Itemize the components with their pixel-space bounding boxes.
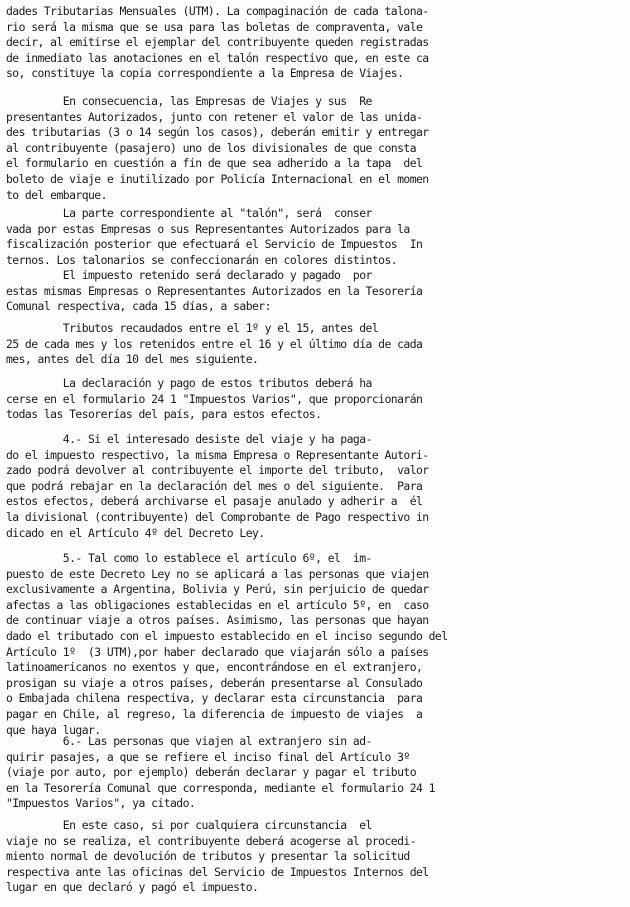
text-line: el formulario en cuestión a fin de que sea adherido a la tapa del xyxy=(6,156,423,171)
text-line: presentantes Autorizados, junto con retener el valor de las unida- xyxy=(6,109,423,124)
text-line: dades Tributarias Mensuales (UTM). La compaginación de cada talona- xyxy=(6,4,429,18)
text-line: zado podrá devolver al contribuyente el importe del tributo, valor xyxy=(6,463,429,478)
text-line: que podrá rebajar en la declaración del mes o del siguiente. Para xyxy=(6,478,423,493)
text-line: 4.- Si el interesado desiste del viaje y ha paga- xyxy=(6,432,372,446)
text-line: (viaje por auto, por ejemplo) deberán declarar y pagar el tributo xyxy=(6,765,417,780)
text-line: decir, al emitirse el ejemplar del contribuyente queden registradas xyxy=(6,35,429,50)
text-line: estas mismas Empresas o Representantes Autorizados en la Tesorería xyxy=(6,283,423,298)
text-line: dicado en el Artículo 4º del Decreto Ley. xyxy=(6,525,265,540)
text-line: afectas a las obligaciones establecidas en el artículo 5º, en caso xyxy=(6,597,429,612)
text-line: Tributos recaudados entre el 1º y el 15, antes del xyxy=(6,321,379,335)
text-line: de inmediato las anotaciones en el talón respectivo que, en este ca xyxy=(6,50,429,65)
text-line: latinoamericanos no exentos y que, encontrándose en el extranjero, xyxy=(6,660,423,675)
text-line: 5.- Tal como lo establece el artículo 6º, el im- xyxy=(6,551,372,565)
text-line: vada por estas Empresas o sus Representantes Autorizados para la xyxy=(6,221,410,236)
text-line: exclusivamente a Argentina, Bolivia y Perú, sin perjuicio de quedar xyxy=(6,582,429,597)
text-line: so, constituye la copia correspondiente a la Empresa de Viajes. xyxy=(6,66,404,81)
text-line: Comunal respectiva, cada 15 días, a saber: xyxy=(6,299,271,314)
text-line: do el impuesto respectivo, la misma Empresa o Representante Autori- xyxy=(6,447,429,462)
text-line: to del embarque. xyxy=(6,187,107,202)
text-line: pagar en Chile, al regreso, la diferencia de impuesto de viajes a xyxy=(6,707,423,721)
text-line: cerse en el formulario 24 1 "Impuestos Varios", que proporcionarán xyxy=(6,391,423,406)
text-line: estos efectos, deberá archivarse el pasaje anulado y adherir a él xyxy=(6,494,423,509)
text-line: El impuesto retenido será declarado y pagado por xyxy=(6,268,372,282)
text-line: respectiva ante las oficinas del Servicio de Impuestos Internos del xyxy=(6,864,429,879)
text-line: 25 de cada mes y los retenidos entre el 16 y el último día de cada xyxy=(6,336,423,351)
text-line: de continuar viaje a otros países. Asimismo, las personas que hayan xyxy=(6,613,429,628)
text-line: puesto de este Decreto Ley no se aplicará a las personas que viajen xyxy=(6,566,429,581)
text-line: En este caso, si por cualquiera circunstancia el xyxy=(6,818,372,832)
text-line: dado el tributado con el impuesto establecido en el inciso segundo del xyxy=(6,629,448,643)
text-line: al contribuyente (pasajero) uno de los divisionales de que consta xyxy=(6,140,417,155)
text-line: o Embajada chilena respectiva, y declarar esta circunstancia para xyxy=(6,691,423,706)
text-line: La declaración y pago de estos tributos deberá ha xyxy=(6,376,372,390)
text-line: La parte correspondiente al "talón", será conser xyxy=(6,206,372,220)
text-line: quirir pasajes, a que se refiere el inciso final del Artículo 3º xyxy=(6,749,410,764)
text-line: "Impuestos Varios", ya citado. xyxy=(6,796,196,811)
text-line: todas las Tesorerías del país, para estos efectos. xyxy=(6,407,322,422)
text-line: En consecuencia, las Empresas de Viajes y sus Re xyxy=(6,94,372,108)
text-line: ternos. Los talonarios se confeccionarán en colores distintos. xyxy=(6,252,398,267)
text-line: lugar en que declaró y pagó el impuesto. xyxy=(6,880,259,895)
text-line: fiscalización posterior que efectuará el Servicio de Impuestos In xyxy=(6,237,423,252)
text-line: 6.- Las personas que viajen al extranjero sin ad- xyxy=(6,734,372,748)
text-line: Artículo 1º (3 UTM),por haber declarado que viajarán sólo a países xyxy=(6,644,429,659)
text-line: des tributarias (3 o 14 según los casos), deberán emitir y entregar xyxy=(6,125,429,140)
text-line: miento normal de devolución de tributos y presentar la solicitud xyxy=(6,849,410,864)
text-line: en la Tesorería Comunal que corresponda, mediante el formulario 24 1 xyxy=(6,780,435,795)
text-line: la divisional (contribuyente) del Comprobante de Pago respectivo in xyxy=(6,510,429,524)
text-line: viaje no se realiza, el contribuyente deberá acogerse al procedi- xyxy=(6,833,417,848)
text-line: rio será la misma que se usa para las boletas de compraventa, vale xyxy=(6,19,423,34)
text-line: mes, antes del día 10 del mes siguiente. xyxy=(6,352,259,367)
text-line: que haya lugar. xyxy=(6,722,101,737)
text-line: prosigan su viaje a otros países, deberán presentarse al Consulado xyxy=(6,675,423,690)
text-line: boleto de viaje e inutilizado por Policía Internacional en el momen xyxy=(6,172,429,186)
